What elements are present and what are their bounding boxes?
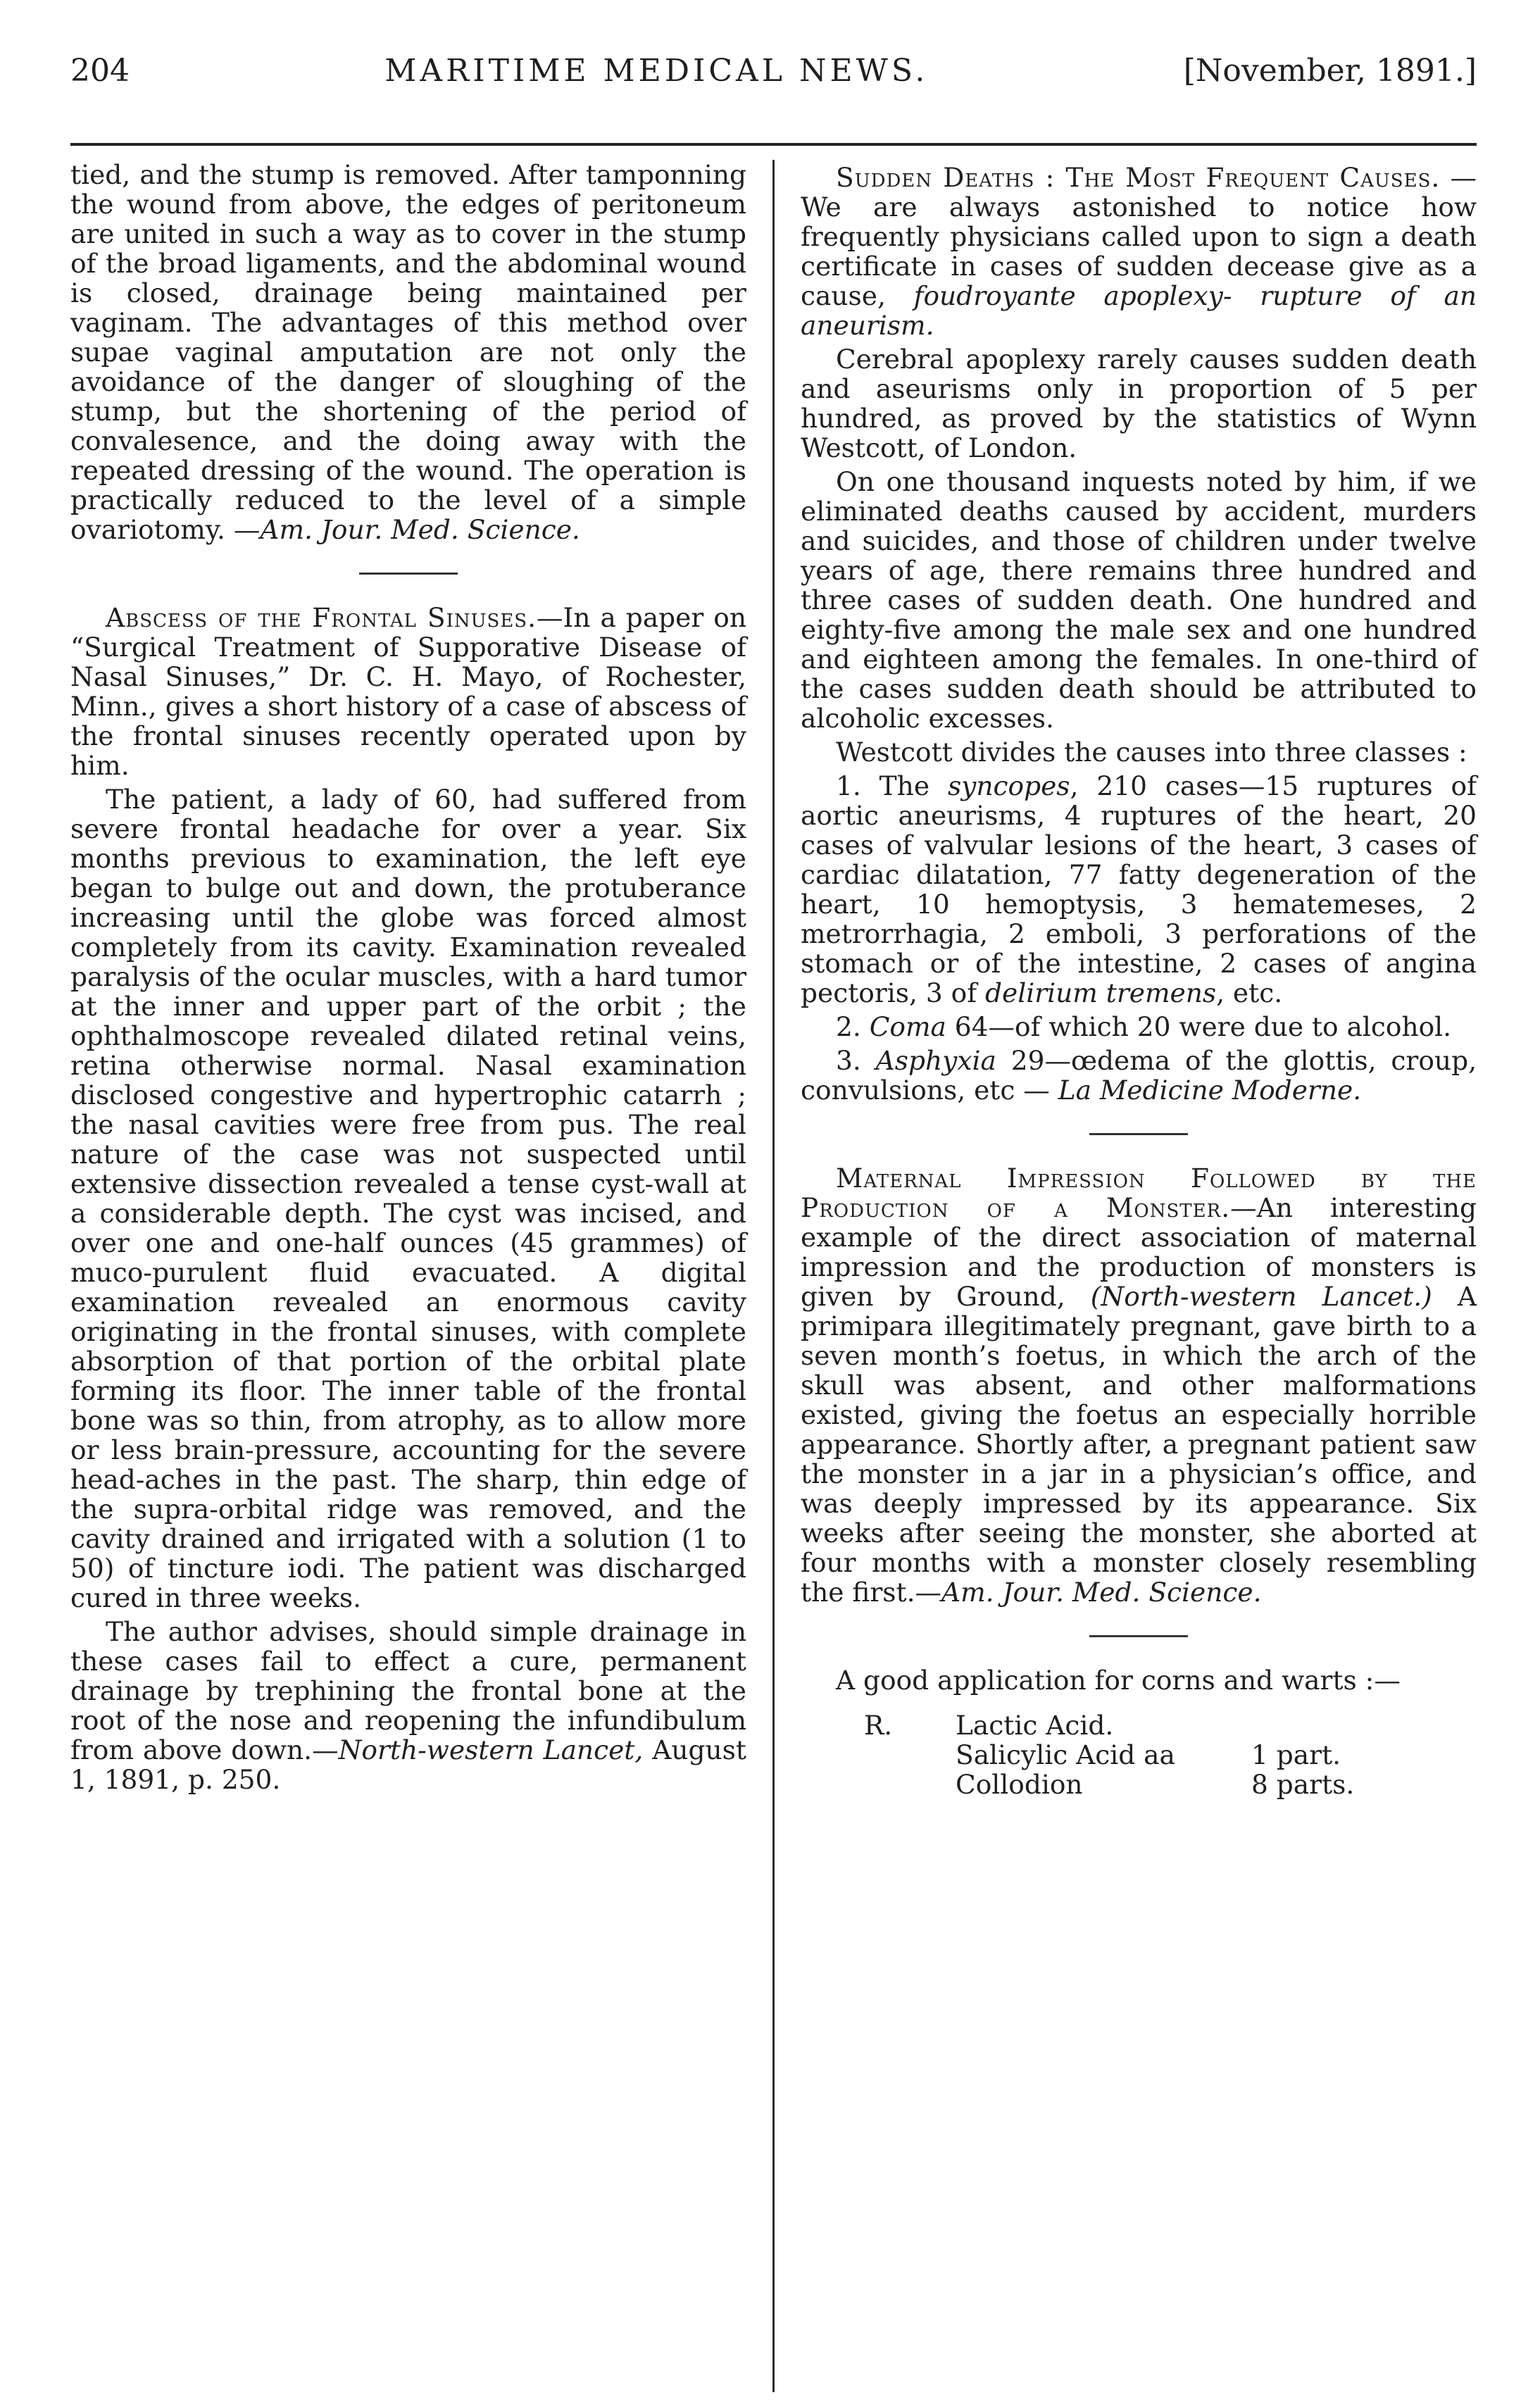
sudden-p4: Westcott divides the causes into three classes : — [836, 737, 1467, 768]
rx-drug: Collodion — [956, 1769, 1083, 1800]
rx-drug: Salicylic Acid aa — [956, 1739, 1175, 1770]
abscess-intro — [70, 603, 746, 780]
sudden-title: Sudden Deaths : The Most Frequent Causes. — [836, 162, 1441, 193]
sudden-class-3 — [801, 1046, 1477, 1105]
article-maternal-impression — [801, 1163, 1477, 1607]
rx-drug: Lactic Acid. — [956, 1710, 1114, 1741]
maternal-title: Maternal Impression Followed by the Production of a Monster. — [801, 1163, 1477, 1223]
separator-rule — [359, 573, 458, 575]
class-2-num: 2. — [836, 1011, 870, 1042]
continuation-paragraph — [70, 160, 746, 544]
maternal-text-b: A primipara illegitimately pregnant, gave birth to a seven month’s foetus, in which the arch of the skull was absent, and other malformations existed, giving the foetus an especially horrible appearance. Shortly after, a pregnant patient saw the monster in a jar in a physician’s office, and was deeply impressed by its appearance. Six weeks after seeing the monster, she aborted at four months with a monster closely resembling the first. — [801, 1281, 1477, 1608]
page-number: 204 — [70, 53, 130, 89]
class-3-text: 29—œdema of the glottis, croup, convulsions, etc — — [801, 1045, 1477, 1106]
rx-quantity: 1 part. — [1251, 1739, 1341, 1770]
class-1-end: , etc. — [1216, 977, 1283, 1008]
sudden-p2: Cerebral apoplexy rarely causes sudden death and aseurisms only in proportion of 5 per hundred, as proved by the statistics of Wynn Westcott, of London. — [801, 344, 1477, 463]
rx-symbol — [801, 1740, 956, 1770]
sudden-source: La Medicine Moderne. — [1058, 1075, 1362, 1106]
prescription-row — [801, 1770, 1477, 1799]
class-1-delirium: delirium tremens — [985, 977, 1217, 1008]
maternal-citation: (North-western Lancet.) — [1090, 1281, 1432, 1312]
class-1-text: , 210 cases—15 ruptures of aortic aneurisms, 4 ruptures of the heart, 20 cases of valvular lesions of the heart, 3 cases of cardiac dilatation, 77 fatty degeneration of the heart, 10 hemoptysis, 3 hematemeses, 2 metrorrhagia, 2 emboli, 3 perforations of the stomach or of the intestine, 2 cases of angina pectoris, 3 of — [801, 770, 1477, 1008]
rx-quantity: 8 parts. — [1251, 1769, 1355, 1800]
continuation-source: —Am. Jour. Med. Science. — [233, 514, 580, 545]
abscess-advice — [70, 1617, 746, 1794]
prescription-row — [801, 1710, 1477, 1740]
sudden-p3: On one thousand inquests noted by him, if we eliminated deaths caused by accident, murders and suicides, and those of children under twelve years of age, there remains three hundred and three cases of sudden death. One hundred and eighty-five among the male sex and one hundred and eighteen among the females. In one-third of the cases sudden death should be attributed to alcoholic excesses. — [801, 466, 1477, 734]
class-3-name: Asphyxia — [875, 1045, 996, 1076]
class-2-name: Coma — [869, 1011, 946, 1042]
separator-rule — [1089, 1635, 1188, 1637]
two-columns — [70, 160, 1477, 2392]
separator-rule — [1089, 1133, 1188, 1135]
abscess-case: The patient, a lady of 60, had suffered from severe frontal headache for over a year. Six months previous to examination, the left eye began to bulge out and down, the protuberance increasing until the globe was forced almost completely from its cavity. Examination revealed paralysis of the ocular muscles, with a hard tumor at the inner and upper part of the orbit ; the ophthalmoscope revealed dilated retinal veins, retina otherwise normal. Nasal examination disclosed congestive and hypertrophic catarrh ; the nasal cavities were free from pus. The real nature of the case was not suspected until extensive dissection revealed a tense cyst-wall at a considerable depth. The cyst was incised, and over one and one-half ounces (45 grammes) of muco-purulent fluid evacuated. A digital examination revealed an enormous cavity originating in the frontal sinuses, with complete absorption of that portion of the orbital plate forming its floor. The inner table of the frontal bone was so thin, from atrophy, as to allow more or less brain-pressure, accounting for the severe head-aches in the past. The sharp, thin edge of the supra-orbital ridge was removed, and the cavity drained and irrigated with a solution (1 to 50) of tincture iodi. The patient was discharged cured in three weeks. — [70, 784, 746, 1613]
rx-symbol: R. — [864, 1710, 893, 1741]
right-column — [801, 160, 1477, 2392]
class-2-text: 64—of which 20 were due to alcohol. — [946, 1011, 1452, 1042]
sudden-class-2 — [801, 1012, 1477, 1042]
sudden-intro — [801, 163, 1477, 340]
maternal-text-a: —An interesting example of the direct association of maternal impression and the production of monsters is given by Ground, — [801, 1192, 1477, 1312]
class-3-num: 3. — [836, 1045, 876, 1076]
class-1-name: syncopes — [947, 770, 1070, 801]
abscess-title: Abscess of the Frontal Sinuses. — [106, 602, 537, 633]
article-frontal-sinuses — [70, 603, 746, 1794]
left-column — [70, 160, 746, 2392]
sudden-p1: — We are always astonished to notice how frequently physicians called upon to sign a death certificate in cases of sudden decease give as a cause, — [801, 162, 1477, 311]
sudden-class-1 — [801, 771, 1477, 1008]
corns-intro: A good application for corns and warts :— — [836, 1665, 1401, 1696]
column-divider — [772, 160, 775, 2392]
sudden-p1-cause: foudroyante apoplexy- rupture of an aneurism. — [801, 280, 1477, 341]
continuation-text: tied, and the stump is removed. After tamponning the wound from above, the edges of peritoneum are united in such a way as to cover in the stump of the broad ligaments, and the abdominal wound is closed, drainage being maintained per vaginam. The advantages of this method over supae vaginal amputation are not only the avoidance of the danger of sloughing of the stump, but the shortening of the period of convalesence, and the doing away with the repeated dressing of the wound. The operation is practically reduced to the level of a simple ovariotomy. — [70, 159, 746, 545]
page-header — [70, 53, 1477, 146]
issue-date: [November, 1891.] — [1183, 53, 1477, 89]
abscess-advice-text: The author advises, should simple drainage in these cases fail to effect a cure, permanent drainage by trephining the frontal bone at the root of the nose and reopening the infundibulum from above down. — [70, 1616, 746, 1765]
article-sudden-deaths — [801, 163, 1477, 1105]
abscess-source-date: August 1, 1891, p. 250. — [70, 1734, 746, 1795]
prescription-row — [801, 1740, 1477, 1770]
class-1-num: 1. The — [836, 770, 948, 801]
journal-title: MARITIME MEDICAL NEWS. — [384, 53, 929, 89]
maternal-paragraph — [801, 1163, 1477, 1607]
rx-quantity — [1251, 1710, 1406, 1740]
maternal-source: —Am. Jour. Med. Science. — [915, 1577, 1262, 1608]
abscess-p1: —In a paper on “Surgical Treatment of Supporative Disease of Nasal Sinuses,” Dr. C. H. Mayo, of Rochester, Minn., gives a short history of a case of abscess of the frontal sinuses recently operated upon by him. — [70, 602, 746, 781]
abscess-source: —North-western Lancet, — [312, 1734, 644, 1765]
prescription — [801, 1710, 1477, 1799]
article-corns-warts — [801, 1665, 1477, 1799]
rx-symbol — [801, 1770, 956, 1799]
